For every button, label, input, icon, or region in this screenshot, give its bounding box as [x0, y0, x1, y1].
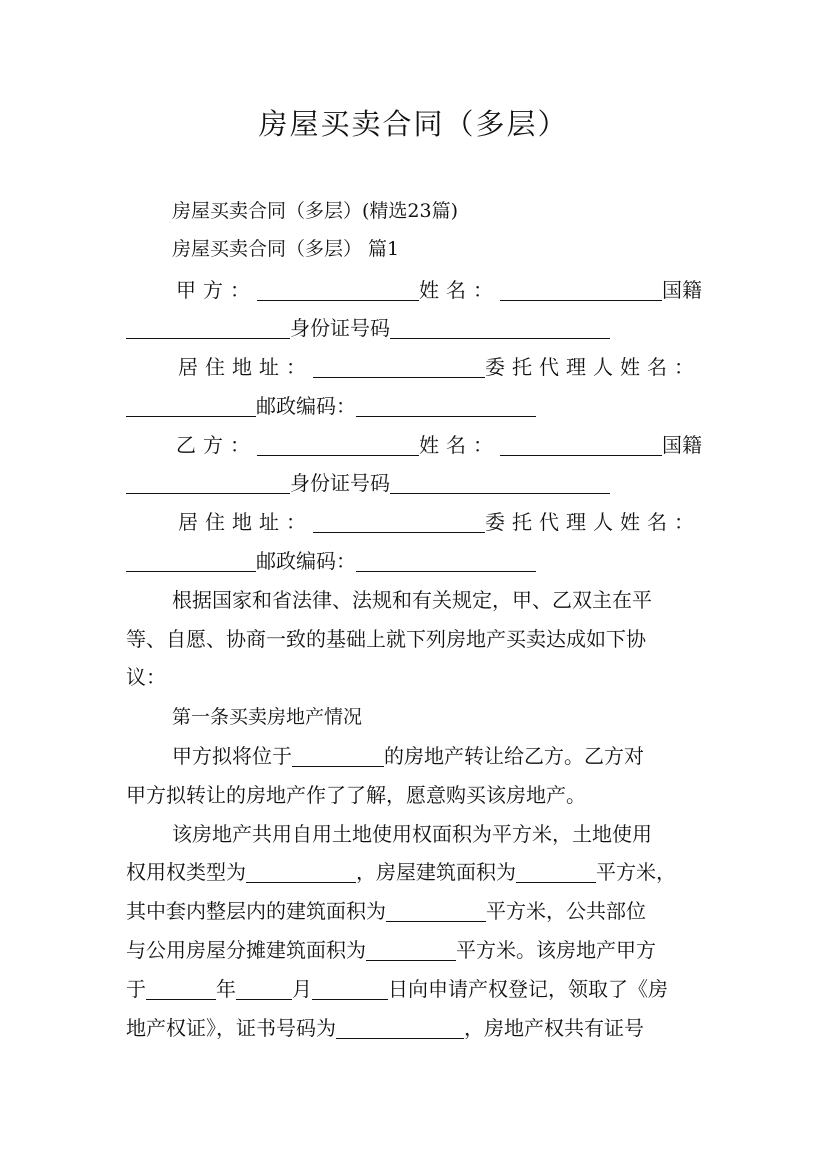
party-b-postcode-line	[126, 548, 536, 574]
blank-field	[292, 746, 384, 767]
blank-field	[386, 901, 486, 922]
text-span: 月	[292, 977, 312, 1001]
party-b-id-line	[126, 470, 610, 496]
blank-field	[312, 979, 388, 1000]
party-a-id-line	[126, 315, 610, 341]
blank-field	[126, 318, 290, 339]
blank-field	[257, 280, 419, 301]
text-span: 年	[216, 977, 236, 1001]
blank-field	[313, 357, 485, 378]
party-a-address-line	[178, 354, 701, 380]
blank-field	[366, 940, 456, 961]
id-label: 身份证号码	[290, 471, 390, 495]
blank-field	[257, 435, 419, 456]
agent-name-label: 委托代理人姓名：	[485, 355, 701, 379]
party-b-line	[176, 432, 702, 458]
id-label: 身份证号码	[290, 316, 390, 340]
address-label: 居住地址：	[178, 510, 313, 534]
text-span: 日向申请产权登记，领取了《房	[388, 977, 668, 1001]
blank-field	[313, 512, 485, 533]
text-span: 于	[126, 977, 146, 1001]
text-span: 平方米。该房地产甲方	[456, 938, 656, 962]
nationality-label: 国籍	[662, 278, 702, 302]
paragraph-line	[126, 1015, 644, 1041]
text-span: ，房地产权共有证号	[464, 1016, 644, 1040]
postcode-label: 邮政编码：	[256, 549, 356, 573]
blank-field	[390, 473, 610, 494]
document-title: 房屋买卖合同（多层）	[258, 107, 569, 141]
paragraph-line: 议：	[126, 665, 166, 689]
text-span: ，房屋建筑面积为	[356, 860, 516, 884]
blank-field	[246, 862, 356, 883]
text-span: 其中套内整层内的建筑面积为	[126, 899, 386, 923]
blank-field	[336, 1018, 464, 1039]
text-span: 甲方拟将位于	[172, 744, 292, 768]
paragraph-line: 等、自愿、协商一致的基础上就下列房地产买卖达成如下协	[126, 627, 646, 651]
paragraph-line: 甲方拟转让的房地产作了了解，愿意购买该房地产。	[126, 783, 586, 807]
name-label: 姓名：	[419, 278, 500, 302]
subtitle: 房屋买卖合同（多层）(精选23篇)	[172, 200, 459, 222]
party-b-address-line	[178, 509, 701, 535]
paragraph-line	[172, 743, 644, 769]
paragraph-line	[126, 898, 646, 924]
text-span: 平方米，公共部位	[486, 899, 646, 923]
blank-field	[356, 396, 536, 417]
text-span: 地产权证》，证书号码为	[126, 1016, 336, 1040]
blank-field	[126, 551, 256, 572]
paragraph-line: 该房地产共用自用土地使用权面积为平方米，土地使用	[172, 822, 652, 846]
text-span: 与公用房屋分摊建筑面积为	[126, 938, 366, 962]
blank-field	[390, 318, 610, 339]
party-a-postcode-line	[126, 393, 536, 419]
blank-field	[516, 862, 596, 883]
agent-name-label: 委托代理人姓名：	[485, 510, 701, 534]
section-heading: 房屋买卖合同（多层） 篇1	[172, 238, 400, 260]
text-span: 权用权类型为	[126, 860, 246, 884]
blank-field	[500, 435, 662, 456]
blank-field	[146, 979, 216, 1000]
blank-field	[126, 473, 290, 494]
party-a-line	[176, 277, 702, 303]
blank-field	[126, 396, 256, 417]
article-heading: 第一条买卖房地产情况	[172, 706, 363, 728]
blank-field	[356, 551, 536, 572]
text-span: 的房地产转让给乙方。乙方对	[384, 744, 644, 768]
paragraph-line	[126, 976, 668, 1002]
name-label: 姓名：	[419, 433, 500, 457]
nationality-label: 国籍	[662, 433, 702, 457]
paragraph-line: 根据国家和省法律、法规和有关规定，甲、乙双主在平	[172, 588, 652, 612]
paragraph-line	[126, 859, 676, 885]
party-b-label: 乙方：	[176, 433, 257, 457]
blank-field	[500, 280, 662, 301]
text-span: 平方米，	[596, 860, 676, 884]
party-a-label: 甲方：	[176, 278, 257, 302]
paragraph-line	[126, 937, 656, 963]
address-label: 居住地址：	[178, 355, 313, 379]
blank-field	[236, 979, 292, 1000]
postcode-label: 邮政编码：	[256, 394, 356, 418]
